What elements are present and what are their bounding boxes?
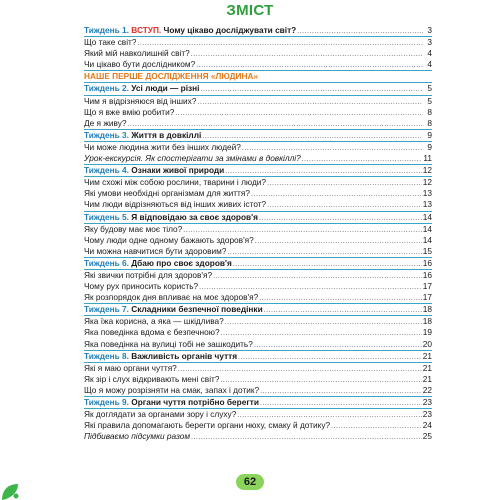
toc-entry (84, 59, 432, 71)
leaf-icon (0, 482, 22, 500)
toc-page-number: 20 (422, 338, 432, 349)
toc-entry-label: Чим схожі між собою рослини, тварини і люди? (84, 177, 267, 188)
dot-leader (238, 352, 422, 363)
dot-leader (251, 189, 422, 200)
toc-entry-label: Урок-екскурсія. Як спостерігати за змінами в довкіллі? (84, 153, 301, 164)
dot-leader (202, 131, 423, 142)
toc-page-number: 8 (427, 117, 432, 128)
week-title: Усі люди — різні (128, 83, 200, 94)
dot-leader (128, 119, 423, 130)
toc-entry-label: Чи може людина жити без інших людей? (84, 141, 241, 152)
toc-page-number: 8 (427, 106, 432, 117)
toc-entry (84, 212, 432, 224)
week-title: Чому цікаво досліджувати світ? (161, 25, 297, 35)
toc-entry (84, 339, 432, 351)
week-title: Важливість органів чуття (128, 350, 238, 361)
toc-entry (84, 48, 432, 59)
week-number: Тиждень 3. (84, 129, 129, 140)
toc-page-number: 3 (427, 37, 432, 48)
dot-leader (225, 166, 421, 177)
toc-page-number: 25 (422, 431, 432, 442)
toc-entry-label: Яка поведінка на вулиці тобі не зашкодить? (84, 338, 253, 349)
toc-entry-label: Чим люди відрізняються від інших живих істот? (84, 199, 267, 210)
toc-entry (84, 96, 432, 107)
dot-leader (264, 305, 422, 316)
toc-entry-label: Як розпорядок дня впливає на моє здоров'я? (84, 292, 259, 303)
toc-entry (84, 270, 432, 281)
toc-entry (84, 71, 432, 83)
toc-page-number: 18 (422, 316, 432, 327)
week-number: Тиждень 6. (84, 257, 129, 268)
toc-page-number: 14 (422, 211, 432, 222)
toc-page-number: 5 (427, 95, 432, 106)
dot-leader (255, 236, 422, 247)
toc-page-number: 4 (427, 59, 432, 70)
toc-entry (84, 165, 432, 177)
toc-page-number: 9 (427, 129, 432, 140)
toc-entry-label: Як зір і слух відкривають мені світ? (84, 373, 220, 384)
toc-entry-label: Які умови необхідні організмам для життя? (84, 188, 250, 199)
toc-entry-label: Що я вже вмію робити? (84, 106, 175, 117)
dot-leader (259, 213, 422, 224)
toc-page-number: 5 (427, 83, 432, 94)
toc-page-number: 21 (422, 350, 432, 361)
dot-leader (302, 154, 423, 165)
dot-leader (227, 247, 421, 258)
toc-entry-label: Які правила допомагають берегти органи нюху, смаку й дотику? (84, 420, 331, 431)
toc-page-number: 17 (422, 292, 432, 303)
toc-entry-label: Підбиваємо підсумки разом (84, 431, 191, 442)
toc-entry (84, 118, 432, 130)
toc-page-number: 3 (427, 25, 432, 35)
toc-entry-label: Яка їжа корисна, а яка — шкідлива? (84, 316, 224, 327)
toc-entry-label: Які звички потрібні для здоров'я? (84, 269, 213, 280)
toc-page-number: 24 (422, 420, 432, 431)
toc-page-number: 12 (422, 177, 432, 188)
week-number: Тиждень 4. (84, 165, 129, 176)
dot-leader (254, 340, 422, 351)
toc-page-number: 14 (422, 234, 432, 245)
dot-leader (267, 178, 422, 189)
week-number: Тиждень 7. (84, 304, 129, 315)
toc-page-number: 14 (422, 223, 432, 234)
toc-entry-label: Чим я відрізняюся від інших? (84, 95, 197, 106)
toc-entry (84, 281, 432, 292)
toc-entry (84, 351, 432, 363)
toc-page-number: 21 (422, 362, 432, 373)
toc-entry (84, 316, 432, 327)
dot-leader (260, 398, 422, 409)
toc-entry-label: Який мій навколишній світ? (84, 48, 190, 59)
toc-page-number: 13 (422, 188, 432, 199)
toc-page-number: 13 (422, 199, 432, 210)
toc-entry-label (84, 130, 201, 141)
toc-page-number: 21 (422, 373, 432, 384)
toc-entry (84, 409, 432, 420)
toc-entry (84, 83, 432, 95)
toc-entry-label: Де я живу? (84, 117, 127, 128)
toc-entry (84, 235, 432, 246)
week-number: Тиждень 9. (84, 397, 129, 407)
page-number: 62 (236, 474, 264, 490)
toc-entry (84, 374, 432, 385)
toc-entry (84, 246, 432, 258)
toc-page-number: 12 (422, 165, 432, 176)
dot-leader (331, 421, 422, 432)
dot-leader (213, 271, 422, 282)
toc-entry (84, 304, 432, 316)
toc-entry (84, 420, 432, 431)
toc-page-number: 16 (422, 257, 432, 268)
dot-leader (196, 60, 423, 71)
week-number: Тиждень 8. (84, 350, 129, 361)
intro-highlight: ВСТУП. (131, 25, 162, 35)
dot-leader (225, 317, 422, 328)
toc-entry-label (84, 25, 296, 36)
toc-entry (84, 199, 432, 211)
week-title: Я відповідаю за своє здоров'я (128, 211, 258, 222)
toc-page-number: 4 (427, 48, 432, 59)
toc-entry (84, 258, 432, 270)
toc-page-number: 22 (422, 384, 432, 395)
dot-leader (191, 49, 423, 60)
toc-entry (84, 142, 432, 153)
dot-leader (267, 200, 422, 211)
toc-entry-label (84, 351, 237, 362)
dot-leader (259, 293, 422, 304)
toc-page-number: 19 (422, 327, 432, 338)
week-number: Тиждень 5. (84, 211, 129, 222)
dot-leader (175, 108, 423, 119)
toc-entry (84, 177, 432, 188)
toc-entry (84, 37, 432, 48)
toc-entry-label: Що таке світ? (84, 37, 137, 48)
toc-entry (84, 107, 432, 118)
toc-entry-label: Чи цікаво бути дослідником? (84, 59, 196, 70)
toc-entry (84, 224, 432, 235)
dot-leader (233, 259, 422, 270)
toc-page-number: 9 (427, 141, 432, 152)
week-title: Органи чуття потрібно берегти (128, 397, 259, 407)
toc-entry (84, 292, 432, 304)
toc-entry (84, 431, 432, 442)
week-title: Ознаки живої природи (128, 165, 225, 176)
toc-entry (84, 25, 432, 37)
dot-leader (197, 97, 423, 108)
toc-entry-label (84, 83, 199, 94)
page-title: ЗМІСТ (226, 2, 274, 19)
toc-entry-label: Які я маю органи чуття? (84, 362, 177, 373)
toc-entry-label: Як доглядати за органами зору і слуху? (84, 409, 237, 420)
toc-entry-label: Яка поведінка вдома є безпечною? (84, 327, 220, 338)
toc-entry (84, 188, 432, 199)
toc-entry (84, 385, 432, 397)
toc-page-number: 17 (422, 281, 432, 292)
toc-entry-label: Чи можна навчитися бути здоровим? (84, 245, 227, 256)
toc-page-number: 16 (422, 269, 432, 280)
toc-entry-label: Чому рух приносить користь? (84, 281, 199, 292)
week-number: Тиждень 2. (84, 83, 129, 94)
toc-entry-label (84, 212, 258, 223)
toc-entry-label: Чому люди одне одному бажають здоров'я? (84, 234, 254, 245)
toc-entry-label: Яку будову має моє тіло? (84, 223, 183, 234)
dot-leader (191, 432, 422, 443)
toc-entry (84, 130, 432, 142)
week-title: Життя в довкіллі (128, 129, 202, 140)
toc-entry (84, 153, 432, 165)
toc-page-number: 15 (422, 245, 432, 256)
toc-page-number: 23 (422, 409, 432, 420)
week-title: Складники безпечної поведінки (128, 304, 263, 315)
week-number: Тиждень 1. (84, 25, 129, 35)
toc-entry-label (84, 165, 224, 176)
toc-page-number: 11 (423, 153, 432, 164)
table-of-contents (84, 25, 432, 442)
toc-entry-label: НАШЕ ПЕРШЕ ДОСЛІДЖЕННЯ «ЛЮДИНА» (84, 71, 259, 82)
toc-entry-label (84, 397, 259, 408)
toc-entry (84, 327, 432, 338)
toc-entry-label (84, 258, 232, 269)
toc-entry (84, 363, 432, 374)
toc-entry-label (84, 304, 263, 315)
dot-leader (260, 386, 422, 397)
dot-leader (200, 84, 423, 95)
dot-leader (297, 26, 423, 37)
week-title: Дбаю про своє здоров'я (128, 257, 232, 268)
toc-page-number: 18 (422, 304, 432, 315)
toc-page-number: 23 (422, 397, 432, 407)
toc-entry (84, 397, 432, 409)
toc-entry-label: Що я можу розрізняти на смак, запах і дотик? (84, 384, 260, 395)
